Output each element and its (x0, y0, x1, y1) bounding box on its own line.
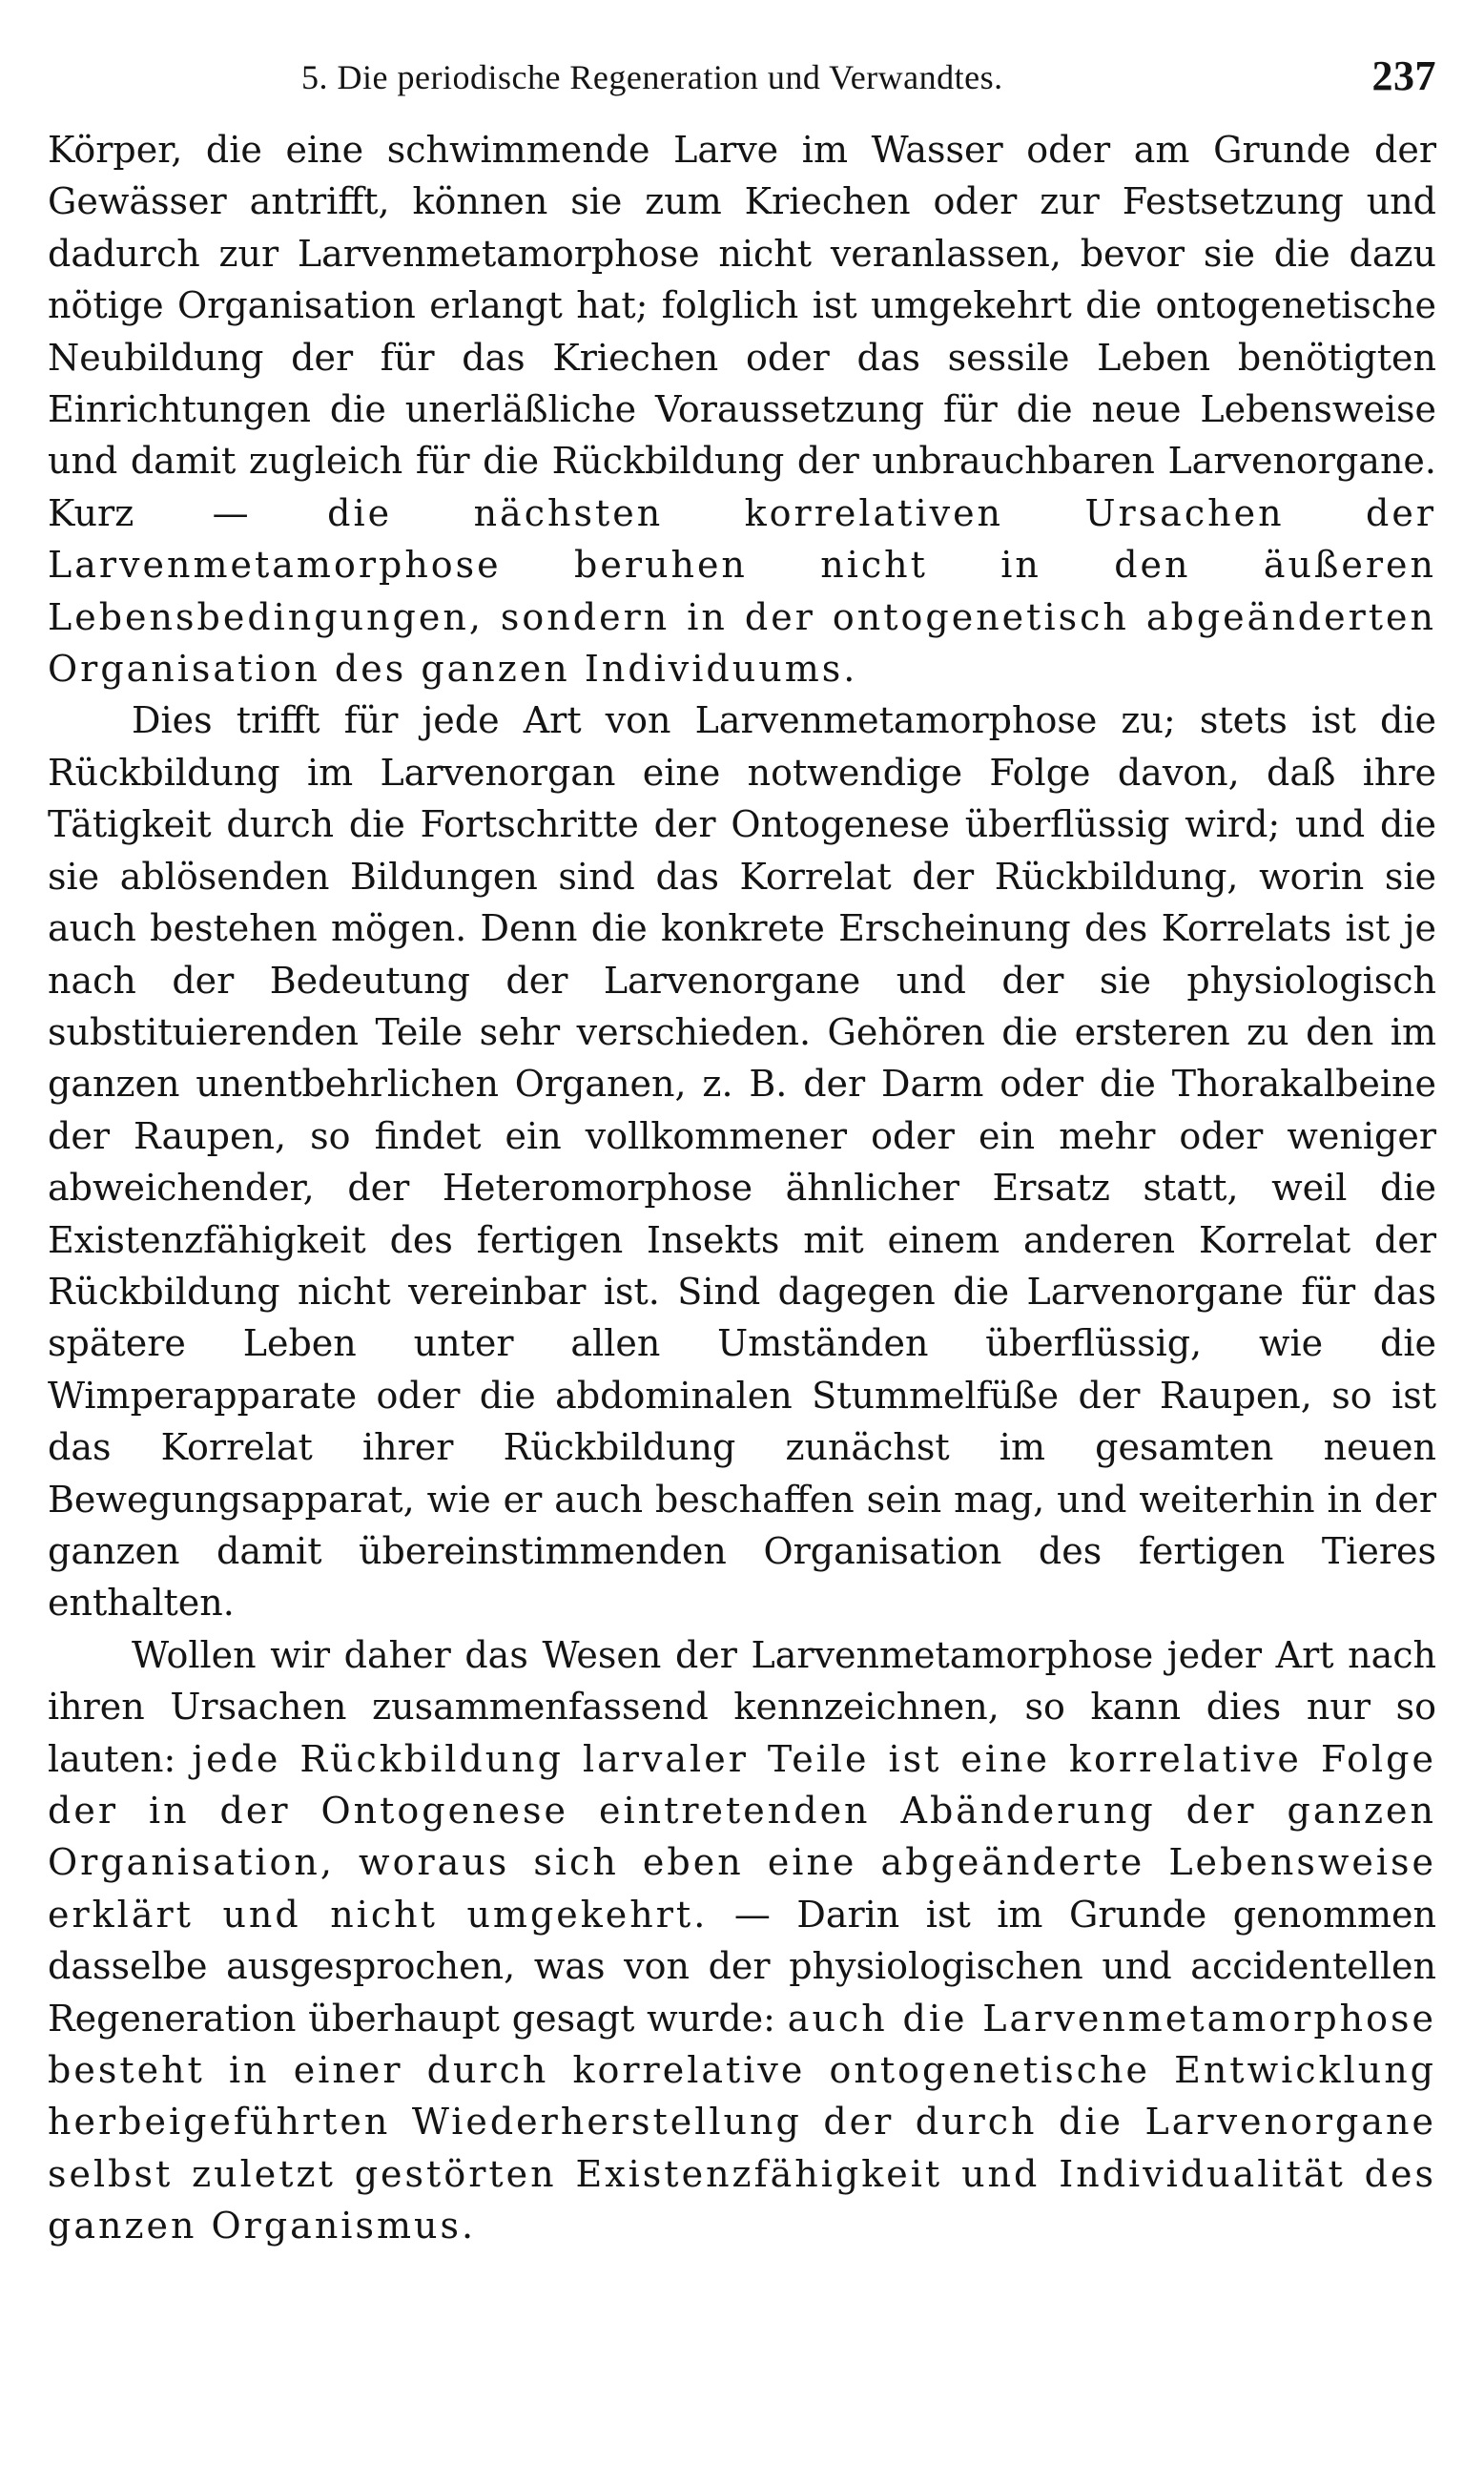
paragraph-2: Dies trifft für jede Art von Larvenmetamorphose zu; stets ist die Rückbildung im Larvenorgan eine notwendige Folge davon, daß ihre Tätigkeit durch die Fortschritte der Ontogenese überflüssig wird; und die sie ablösenden Bildungen sind das Korrelat der Rückbildung, worin sie auch bestehen mögen. Denn die konkrete Erscheinung des Korrelats ist je nach der Bedeutung der Larvenorgane und der sie physiologisch substituierenden Teile sehr verschieden. Gehören die ersteren zu den im ganzen unentbehrlichen Organen, z. B. der Darm oder die Thorakalbeine der Raupen, so findet ein vollkommener oder ein mehr oder weniger abweichender, der Heteromorphose ähnlicher Ersatz statt, weil die Existenzfähigkeit des fertigen Insekts mit einem anderen Korrelat der Rückbildung nicht vereinbar ist. Sind dagegen die Larvenorgane für das spätere Leben unter allen Umständen überflüssig, wie die Wimperapparate oder die abdominalen Stummelfüße der Raupen, so ist das Korrelat ihrer Rückbildung zunächst im gesamten neuen Bewegungsapparat, wie er auch beschaffen sein mag, und weiterhin in der ganzen damit übereinstimmenden Organisation des fertigen Tieres enthalten. (48, 699, 1436, 1625)
paragraph-3 (48, 1629, 1436, 2252)
running-head (48, 38, 1436, 124)
body-text (48, 124, 1436, 2252)
paragraph-1-text: Körper, die eine schwimmende Larve im Wasser oder am Grunde der Gewässer antrifft, können sie zum Kriechen oder zur Festsetzung und dadurch zur Larvenmetamorphose nicht veranlassen, bevor sie die dazu nötige Organisation erlangt hat; folglich ist umgekehrt die ontogenetische Neubildung der für das Kriechen oder das sessile Leben benötigten Einrichtungen die unerläßliche Voraussetzung für die neue Lebensweise und damit zugleich für die Rückbildung der unbrauchbaren Larvenorgane. Kurz — (48, 129, 1436, 534)
page-number: 237 (1371, 52, 1436, 99)
paragraph-3-text-a: Wollen wir daher das Wesen der Larvenmetamorphose jeder Art nach ihren Ursachen zusammenfassend kennzeichnen, so kann dies nur so lauten: (48, 1633, 1436, 1780)
paragraph-3-emphasis-a: jede Rückbildung larvaler Teile ist eine korrelative Folge der in der Ontogenese eintretenden Abänderung der ganzen Organisation, woraus sich eben eine abgeänderte Lebensweise erklärt und nicht umgekehrt. (48, 1737, 1436, 1936)
paragraph-3-emphasis-b: auch die Larvenmetamorphose besteht in einer durch korrelative ontogenetische Entwicklung herbeigeführten Wiederherstellung der durch die Larvenorgane selbst zuletzt gestörten Existenzfähigkeit und Individualität des ganzen Organismus. (48, 1997, 1436, 2248)
paragraph-1-emphasis: die nächsten korrelativen Ursachen der Larvenmetamorphose beruhen nicht in den äußeren Lebensbedingungen, sondern in der ontogenetisch abgeänderten Organisation des ganzen Individuums. (48, 491, 1436, 691)
running-title: 5. Die periodische Regeneration und Verwandtes. (301, 58, 1003, 96)
paragraph-3-text-b: — Darin ist im Grunde genommen dasselbe ausgesprochen, was von der physiologischen und accidentellen Regeneration überhaupt gesagt wurde: (48, 1893, 1436, 2040)
paragraph-1 (48, 124, 1436, 694)
book-page (48, 38, 1436, 2452)
